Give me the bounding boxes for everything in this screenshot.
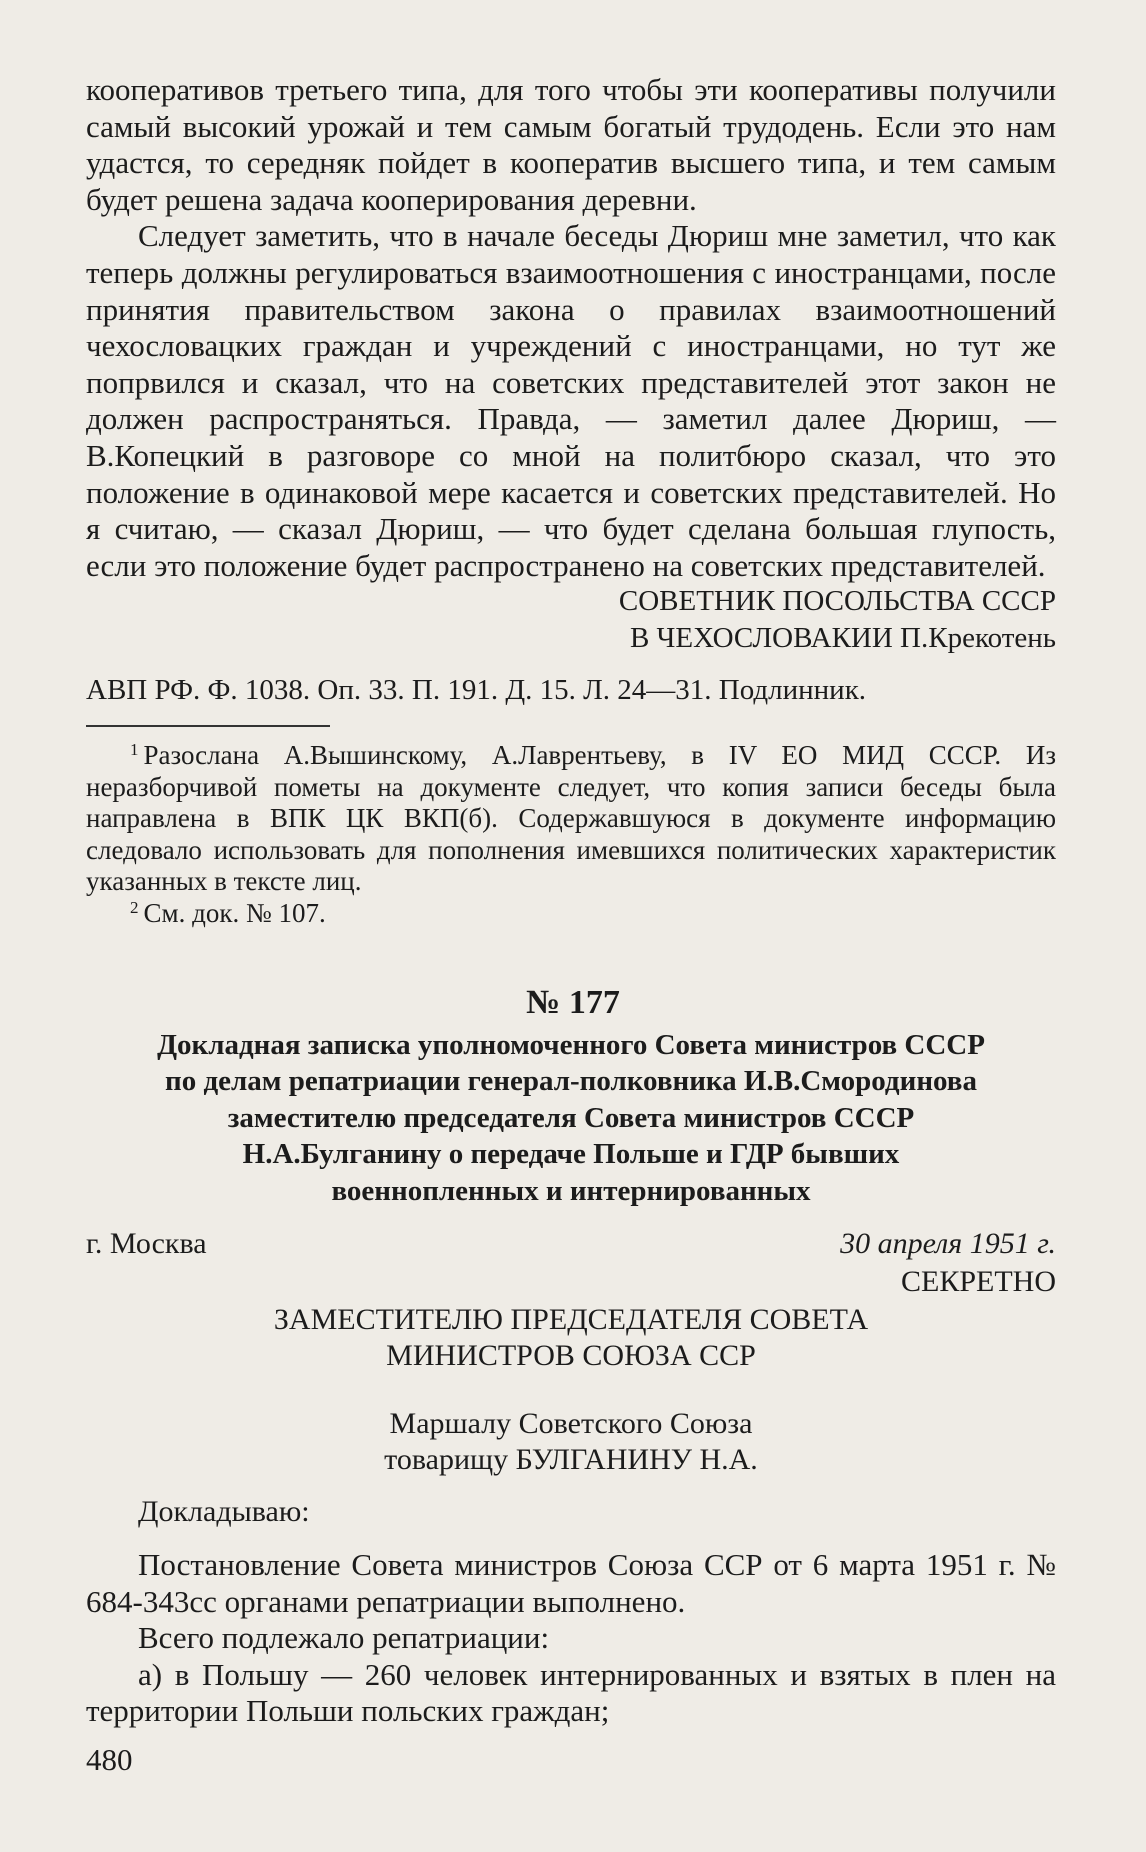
footnotes (86, 740, 1056, 929)
addressee-line: МИНИСТРОВ СОЮЗА ССР (386, 1339, 756, 1372)
title-line: заместителю председателя Совета министров СССР (227, 1101, 915, 1134)
paragraph-cooperatives: кооперативов третьего типа, для того чтобы эти кооперативы получили самый высокий урожай и тем самым богатый трудодень. Если это нам удастся, то середняк пойдет в кооператив высшего типа, и тем самым будет решена задача кооперирования деревни. (86, 72, 1056, 217)
title-line: по делам репатриации генерал-полковника И.В.Смородинова (165, 1065, 977, 1098)
footnote-1 (86, 740, 1056, 898)
paragraph-decree: Постановление Совета министров Союза ССР от 6 марта 1951 г. № 684-343сс органами репатриации выполнено. (86, 1547, 1056, 1619)
report-word: Докладываю: (138, 1495, 310, 1528)
signature-line-1: СОВЕТНИК ПОСОЛЬСТВА СССР (618, 585, 1056, 617)
document-place: г. Москва (86, 1227, 207, 1260)
footnote-text: Разослана А.Вышинскому, А.Лаврентьеву, в IV ЕО МИД СССР. Из неразборчивой пометы на документе следует, что копия записи беседы была направлена в ВПК ЦК ВКП(б). Содержавшуюся в документе информацию следовало использовать для пополнения имевшихся политических характеристик указанных в тексте лиц. (86, 740, 1056, 896)
classification-stamp: СЕКРЕТНО (900, 1265, 1056, 1298)
continued-text (86, 72, 1056, 584)
signature-line-2: В ЧЕХОСЛОВАКИИ П.Крекотень (629, 622, 1056, 654)
title-line: Н.А.Булганину о передаче Польше и ГДР бывших (242, 1138, 900, 1171)
document-title (86, 1027, 1056, 1209)
document-date: 30 апреля 1951 г. (840, 1227, 1056, 1260)
footnote-divider (86, 725, 330, 727)
addressee-line: товарищу БУЛГАНИНУ Н.А. (384, 1443, 758, 1476)
footnote-mark: 2 (130, 897, 139, 917)
title-line: военнопленных и интернированных (331, 1174, 811, 1207)
page-number: 480 (86, 1742, 133, 1777)
addressee-title (86, 1302, 1056, 1374)
title-line: Докладная записка уполномоченного Совета министров СССР (157, 1029, 985, 1061)
footnote-text: См. док. № 107. (143, 897, 326, 928)
archive-source: АВП РФ. Ф. 1038. Оп. 33. П. 191. Д. 15. Л. 24—31. Подлинник. (86, 674, 867, 706)
addressee-line: Маршалу Советского Союза (389, 1407, 753, 1440)
addressee-line: ЗАМЕСТИТЕЛЮ ПРЕДСЕДАТЕЛЯ СОВЕТА (273, 1303, 869, 1336)
footnote-mark: 1 (130, 740, 139, 759)
paragraph-poland: а) в Польшу — 260 человек интернированных и взятых в плен на территории Польши польских граждан; (86, 1656, 1056, 1729)
paragraph-durish-conversation: Следует заметить, что в начале беседы Дюриш мне заметил, что как теперь должны регулироваться взаимоотношения с иностранцами, после принятия правительством закона о правилах взаимоотношений чехословацких граждан и учреждений с иностранцами, но тут же попрвился и сказал, что на советских представителей этот закон не должен распространяться. Правда, — заметил далее Дюриш, — В.Копецкий в разговоре со мной на политбюро сказал, что это положение в одинаковой мере касается и советских представителей. Но я считаю, — сказал Дюриш, — что будет сделана большая глупость, если это положение будет распространено на советских представителей. (86, 218, 1056, 583)
report-body (86, 1547, 1056, 1730)
paragraph-total: Всего подлежало репатриации: (138, 1620, 550, 1656)
footnote-2 (86, 898, 1056, 930)
document-number: № 177 (526, 984, 620, 1021)
addressee-name (86, 1406, 1056, 1478)
